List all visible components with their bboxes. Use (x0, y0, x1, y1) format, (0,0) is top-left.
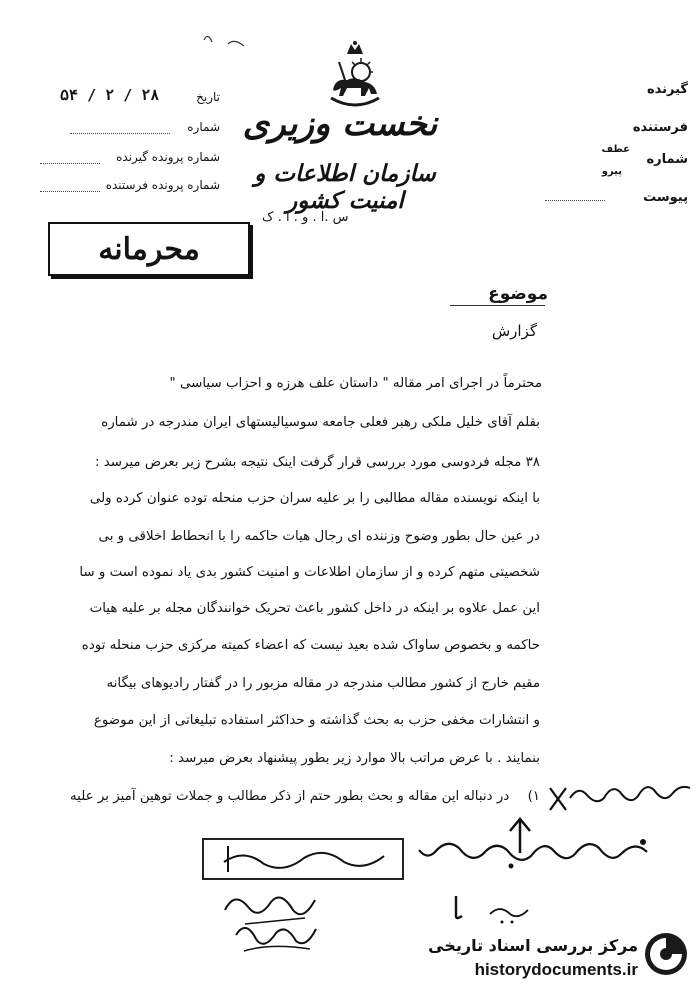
body-line-4: با اینکه نویسنده مقاله مطالبی را بر علیه سران حزب منحله توده عنوان کرده ولی (89, 491, 540, 506)
reference-code: س .ا . و . ا . ک (262, 210, 349, 225)
label-reference: عطف (601, 144, 630, 155)
field-number (187, 120, 220, 134)
field-sender-file (106, 178, 220, 192)
body-line-11: بنمایند . با عرض مراتب بالا موارد زیر بطور پیشنهاد بعرض میرسد : (169, 751, 540, 766)
field-recipient-file (116, 150, 220, 164)
archive-watermark (420, 932, 640, 984)
field-number-label: شماره (187, 120, 220, 134)
subject-value: گزارش (491, 322, 537, 340)
body-line-3: ۳۸ مجله فردوسی مورد بررسی قرار گرفت اینک نتیجه بشرح زیر بعرض میرسد : (94, 455, 540, 470)
attachment-dotted-line (545, 200, 605, 201)
label-recipient: گیرنده (646, 82, 688, 97)
recipient-file-dotted-line (40, 163, 100, 164)
subject-underline (450, 305, 545, 306)
registry-stamp-scribble-picture (204, 840, 402, 878)
confidential-stamp: محرمانه (48, 222, 250, 276)
numbered-item-text: در دنباله این مقاله و بحث بطور حتم از ذکر مطالب و جملات توهین آمیز بر علیه (69, 789, 510, 804)
number-dotted-line (70, 133, 170, 134)
body-line-1: محترماً در اجرای امر مقاله " داستان علف هرزه و احزاب سیاسی " (169, 376, 542, 391)
body-line-9: مقیم خارج از کشور مطالب مندرجه در مقاله مزبور را در گفتار رادیوهای بیگانه (106, 676, 540, 691)
date-value: ۲۸ / ۲ / ۵۴ (60, 86, 160, 104)
handwritten-minute-note-picture (415, 830, 655, 875)
numbered-item-1 (70, 790, 540, 803)
signature-2-picture (230, 915, 320, 955)
handwritten-margin-note-picture (540, 780, 700, 820)
label-follow-up: پیرو (601, 166, 622, 177)
body-line-5: در عین حال بطور وضوح وزننده ای رجال هیات حاکمه را با انحطاط اخلاقی و بی (98, 529, 540, 544)
registry-box-stamp (202, 838, 404, 880)
field-date-label: تاریخ (196, 90, 220, 104)
archive-logo-icon (642, 930, 690, 978)
body-line-7: این عمل علاوه بر اینکه در داخل کشور باعث تحریک خوانندگان مجله بر علیه هیات (89, 601, 540, 616)
label-attachment: پیوست (643, 190, 688, 205)
sender-file-dotted-line (40, 191, 100, 192)
stray-pen-marks (200, 30, 250, 50)
watermark-name: مرکز بررسی اسناد تاریخی (428, 936, 638, 955)
field-sender-file-label: شماره پرونده فرستنده (105, 178, 220, 192)
numbered-item-number: ۱) (527, 789, 540, 804)
body-line-10: و انتشارات مخفی حزب به بحث گذاشته و حداکثر استفاده تبلیغاتی از این موضوع (93, 713, 540, 728)
label-sender: فرستنده (632, 120, 688, 135)
label-number: شماره (646, 152, 688, 167)
field-recipient-file-label: شماره پرونده گیرنده (116, 150, 220, 164)
body-line-2: بقلم آقای خلیل ملکی رهبر فعلی جامعه سوسیالیستهای ایران مندرجه در شماره (101, 415, 540, 430)
watermark-url: historydocuments.ir (474, 960, 638, 979)
office-title: نخست وزیری (242, 104, 438, 144)
body-line-6: شخصیتی متهم کرده و از سازمان اطلاعات و امنیت کشور بدی یاد نموده است و سا (79, 565, 540, 580)
lion-and-sun-emblem-icon (325, 40, 385, 108)
office-subtitle: سازمان اطلاعات و امنیت کشور (254, 160, 436, 214)
subject-label: موضوع (488, 284, 548, 304)
field-date (196, 90, 220, 104)
handwritten-date-picture (440, 890, 550, 930)
body-line-8: حاکمه و بخصوص ساواک شده بعید نیست که اعضاء کمیته مرکزی حزب منحله توده (81, 638, 540, 653)
